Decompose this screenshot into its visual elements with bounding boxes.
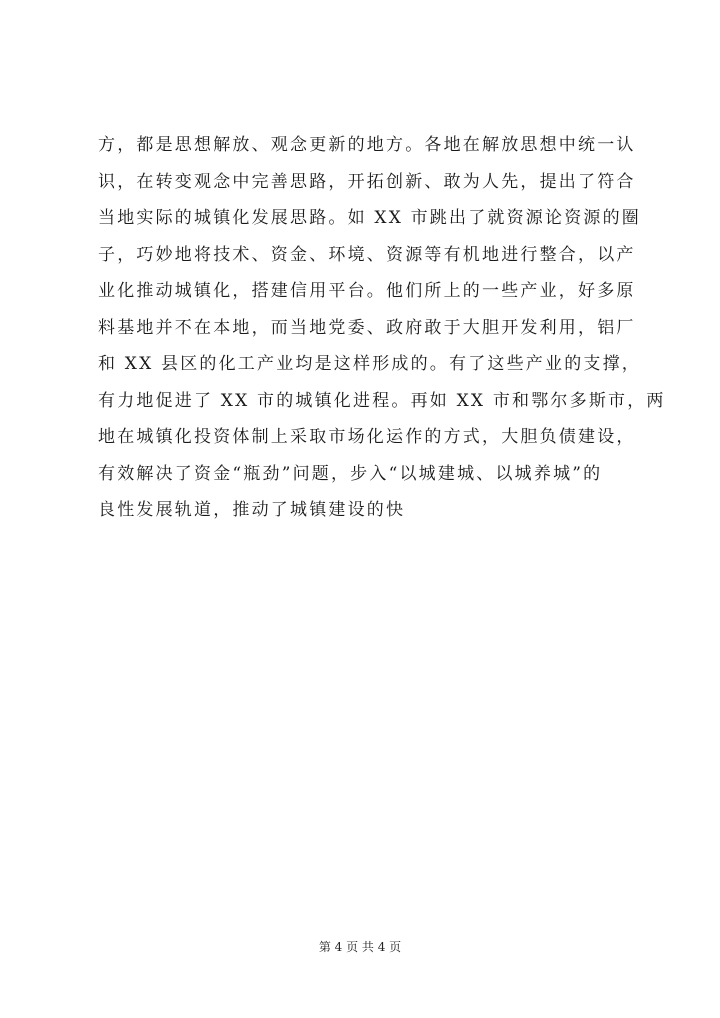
page-number-footer: 第 4 页 共 4 页 xyxy=(318,940,402,954)
text-line: 地在城镇化投资体制上采取市场化运作的方式，大胆负债建设， xyxy=(98,427,636,447)
text-line: 识，在转变观念中完善思路，开拓创新、敢为人先，提出了符合 xyxy=(98,171,636,192)
text-line: 子，巧妙地将技术、资金、环境、资源等有机地进行整合，以产 xyxy=(98,244,636,265)
text-line: 有力地促进了 XX 市的城镇化进程。再如 XX 市和鄂尔多斯市，两 xyxy=(98,390,666,411)
document-body xyxy=(98,130,666,532)
text-line: 和 XX 县区的化工产业均是这样形成的。有了这些产业的支撑， xyxy=(98,354,642,374)
text-line: 当地实际的城镇化发展思路。如 XX 市跳出了就资源论资源的圈 xyxy=(98,208,642,228)
text-line: 良性发展轨道，推动了城镇建设的快 xyxy=(98,500,406,520)
text-line: 有效解决了资金“瓶劲”问题，步入“以城建城、以城养城”的 xyxy=(98,463,603,484)
text-line: 方，都是思想解放、观念更新的地方。各地在解放思想中统一认 xyxy=(98,135,636,155)
text-line: 业化推动城镇化，搭建信用平台。他们所上的一些产业，好多原 xyxy=(98,281,636,301)
text-line: 料基地并不在本地，而当地党委、政府敢于大胆开发利用，铝厂 xyxy=(98,317,636,338)
